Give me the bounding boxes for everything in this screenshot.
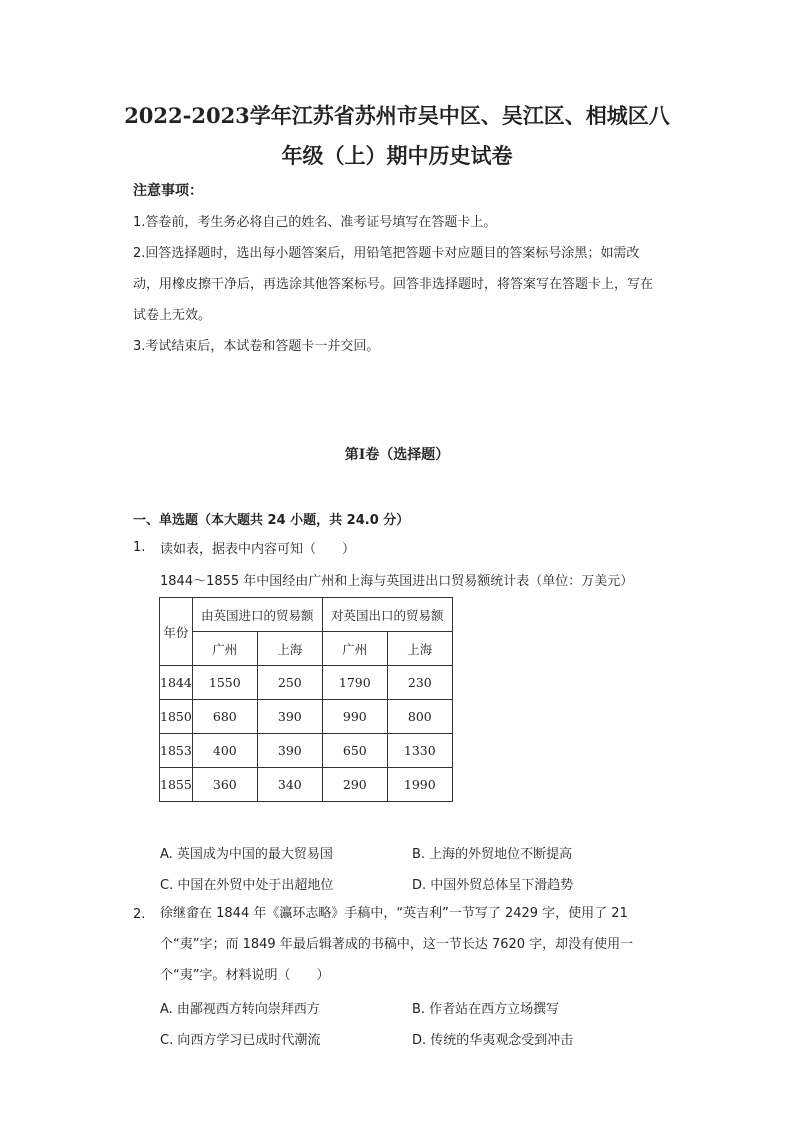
year-cell: 1855 <box>160 768 193 802</box>
year-cell: 1850 <box>160 700 193 734</box>
exam-title-line1: 2022-2023学年江苏省苏州市吴中区、吴江区、相城区八 <box>124 103 670 128</box>
q1-option-d: D. 中国外贸总体呈下滑趋势 <box>412 878 574 893</box>
question-1-number: 1. <box>133 540 146 555</box>
subheader-cell: 上海 <box>257 632 322 666</box>
value-cell: 250 <box>257 666 322 700</box>
q2-option-c: C. 向西方学习已成时代潮流 <box>160 1033 321 1048</box>
q2-option-d: D. 传统的华夷观念受到冲击 <box>412 1033 574 1048</box>
subheader-cell: 广州 <box>192 632 257 666</box>
part-title: 一、单选题（本大题共 24 小题，共 24.0 分） <box>133 513 410 528</box>
notice-item-3: 3.考试结束后，本试卷和答题卡一并交回。 <box>133 339 380 354</box>
notice-item-1: 1.答卷前，考生务必将自己的姓名、准考证号填写在答题卡上。 <box>133 215 497 230</box>
q1-option-b: B. 上海的外贸地位不断提高 <box>412 847 573 862</box>
value-cell: 360 <box>192 768 257 802</box>
section-title: 第Ⅰ卷（选择题） <box>344 447 450 463</box>
subheader-cell: 上海 <box>387 632 452 666</box>
year-header: 年份 <box>160 598 193 666</box>
question-2-number: 2. <box>133 907 146 922</box>
table-row <box>160 768 453 802</box>
trade-table <box>159 597 453 802</box>
q1-option-a: A. 英国成为中国的最大贸易国 <box>160 847 333 862</box>
table-caption: 1844～1855 年中国经由广州和上海与英国进出口贸易额统计表（单位：万美元） <box>160 574 634 589</box>
q2-option-b: B. 作者站在西方立场撰写 <box>412 1002 560 1017</box>
value-cell: 680 <box>192 700 257 734</box>
question-1-stem: 读如表，据表中内容可知（ ） <box>160 542 356 557</box>
year-cell: 1853 <box>160 734 193 768</box>
q1-option-c: C. 中国在外贸中处于出超地位 <box>160 878 334 893</box>
year-cell: 1844 <box>160 666 193 700</box>
value-cell: 1550 <box>192 666 257 700</box>
exam-title-line2: 年级（上）期中历史试卷 <box>281 143 513 168</box>
table-subheader-row <box>160 632 453 666</box>
value-cell: 340 <box>257 768 322 802</box>
value-cell: 650 <box>322 734 387 768</box>
notice-item-2: 2.回答选择题时，选出每小题答案后，用铅笔把答题卡对应题目的答案标号涂黑；如需改动，用橡皮擦干净后，再选涂其他答案标号。回答非选择题时，将答案写在答题卡上，写在试卷上无效。 <box>133 246 654 323</box>
table-row <box>160 734 453 768</box>
table-row <box>160 666 453 700</box>
value-cell: 400 <box>192 734 257 768</box>
q2-option-a: A. 由鄙视西方转向崇拜西方 <box>160 1002 320 1017</box>
notice-heading: 注意事项： <box>133 183 203 199</box>
subheader-cell: 广州 <box>322 632 387 666</box>
value-cell: 1330 <box>387 734 452 768</box>
table-row <box>160 700 453 734</box>
value-cell: 1790 <box>322 666 387 700</box>
export-header: 对英国出口的贸易额 <box>322 598 452 632</box>
value-cell: 390 <box>257 734 322 768</box>
value-cell: 390 <box>257 700 322 734</box>
question-2-stem: 徐继畲在 1844 年《瀛环志略》手稿中，“英吉利”一节写了 2429 字，使用了 21 个“夷”字；而 1849 年最后辑著成的书稿中，这一节长达 7620 字，却没有使用一个“夷”字。材料说明（ ） <box>160 906 634 983</box>
value-cell: 800 <box>387 700 452 734</box>
value-cell: 230 <box>387 666 452 700</box>
value-cell: 990 <box>322 700 387 734</box>
value-cell: 290 <box>322 768 387 802</box>
import-header: 由英国进口的贸易额 <box>192 598 322 632</box>
value-cell: 1990 <box>387 768 452 802</box>
table-header-row <box>160 598 453 632</box>
